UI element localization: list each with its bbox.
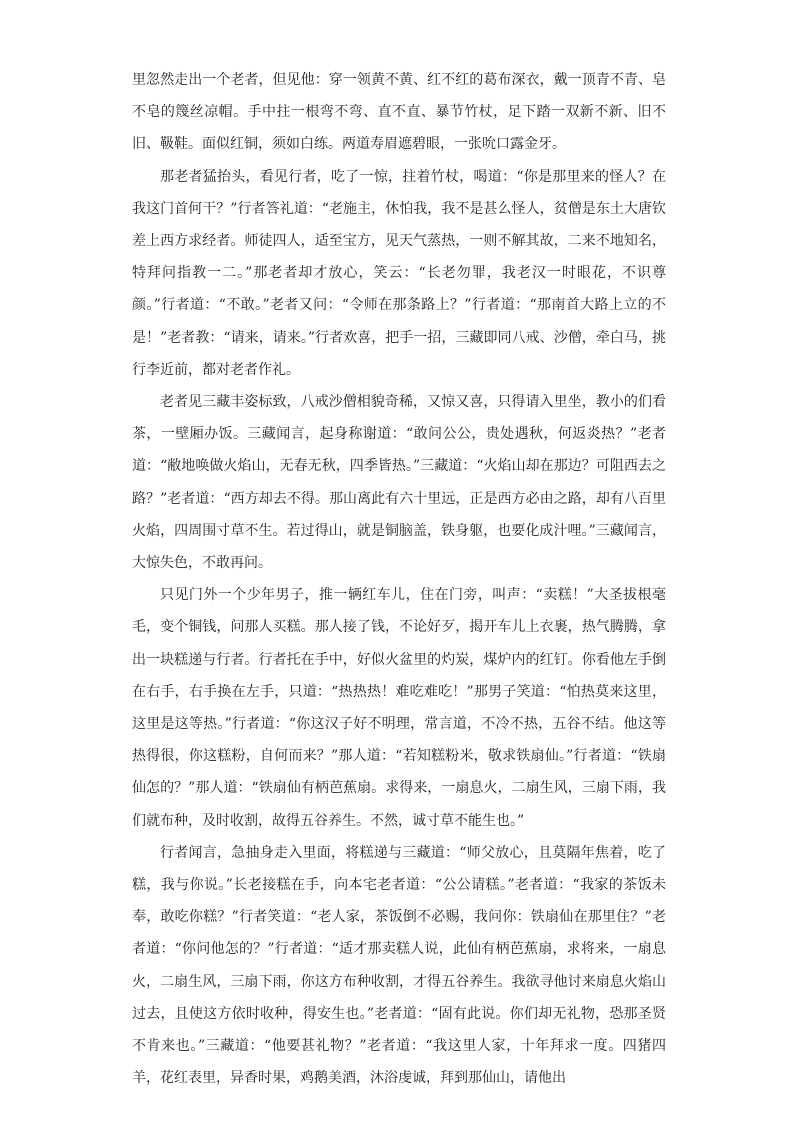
paragraph-5: 行者闻言，急抽身走入里面，将糕递与三藏道：“师父放心，且莫隔年焦着，吃了糕，我与你说。”长老接糕在手，向本宅老者道：“公公请糕。”老者道：“我家的茶饭未奉，敢吃你糕？”行者笑道：“老人家，茶饭倒不必赐，我问你：铁扇仙在那里住？”老者道：“你问他怎的？”行者道：“适才那卖糕人说，此仙有柄芭蕉扇，求将来，一扇息火，二扇生风，三扇下雨，你这方布种收割，才得五谷养生。我欲寻他讨来扇息火焰山过去，且使这方依时收种，得安生也。”老者道：“固有此说。你们却无礼物，恐那圣贤不肯来也。”三藏道：“他要甚礼物？”老者道：“我这里人家，十年拜求一度。四猪四羊，花红表里，异香时果，鸡鹅美酒，沐浴虔诚，拜到那仙山，请他出 xyxy=(132,844,666,1087)
paragraph-1: 里忽然走出一个老者，但见他：穿一领黄不黄、红不红的葛布深衣，戴一顶青不青、皂不皂的篾丝凉帽。手中拄一根弯不弯、直不直、暴节竹杖，足下踏一双新不新、旧不旧、靸鞋。面似红铜，须如白练。两道寿眉遮碧眼，一张吮口露金牙。 xyxy=(132,72,666,153)
paragraph-4: 只见门外一个少年男子，推一辆红车儿，住在门旁，叫声：“卖糕！”大圣拔根毫毛，变个铜钱，问那人买糕。那人接了钱，不论好歹，揭开车儿上衣裹，热气腾腾，拿出一块糕递与行者。行者托在手中，好似火盆里的灼炭，煤炉内的红钉。你看他左手倒在右手，右手换在左手，只道：“热热热！难吃难吃！”那男子笑道：“怕热莫来这里，这里是这等热。”行者道：“你这汉子好不明理，常言道，不冷不热，五谷不结。他这等热得很，你这糕粉，自何而来？”那人道：“若知糕粉米，敬求铁扇仙。”行者道：“铁扇仙怎的？”那人道：“铁扇仙有柄芭蕉扇。求得来，一扇息火，二扇生风，三扇下雨，我们就布种，及时收割，故得五谷养生。不然，诚寸草不能生也。” xyxy=(132,587,666,829)
paragraph-2: 那老者猛抬头，看见行者，吃了一惊，拄着竹杖，喝道：“你是那里来的怪人？在我这门首何干？”行者答礼道：“老施主，休怕我，我不是甚么怪人，贫僧是东土大唐钦差上西方求经者。师徒四人，适至宝方，见天气蒸热，一则不解其故，二来不地知名，特拜问指教一二。”那老者却才放心，笑云：“长老勿罪，我老汉一时眼花，不识尊颜。”行者道：“不敢。”老者又问：“令师在那条路上？”行者道：“那南首大路上立的不是！”老者教：“请来，请来。”行者欢喜，把手一招，三藏即同八戒、沙僧，牵白马，挑行李近前，都对老者作礼。 xyxy=(132,168,666,378)
document-body xyxy=(132,64,666,1095)
paragraph-3: 老者见三藏丰姿标致，八戒沙僧相貌奇稀，又惊又喜，只得请入里坐，教小的们看茶，一壁厢办饭。三藏闻言，起身称谢道：“敢问公公，贵处遇秋，何返炎热？”老者道：“敝地唤做火焰山，无春无秋，四季皆热。”三藏道：“火焰山却在那边？可阻西去之路？”老者道：“西方却去不得。那山离此有六十里远，正是西方必由之路，却有八百里火焰，四周围寸草不生。若过得山，就是铜脑盖，铁身躯，也要化成汁哩。”三藏闻言，大惊失色，不敢再问。 xyxy=(132,394,666,572)
